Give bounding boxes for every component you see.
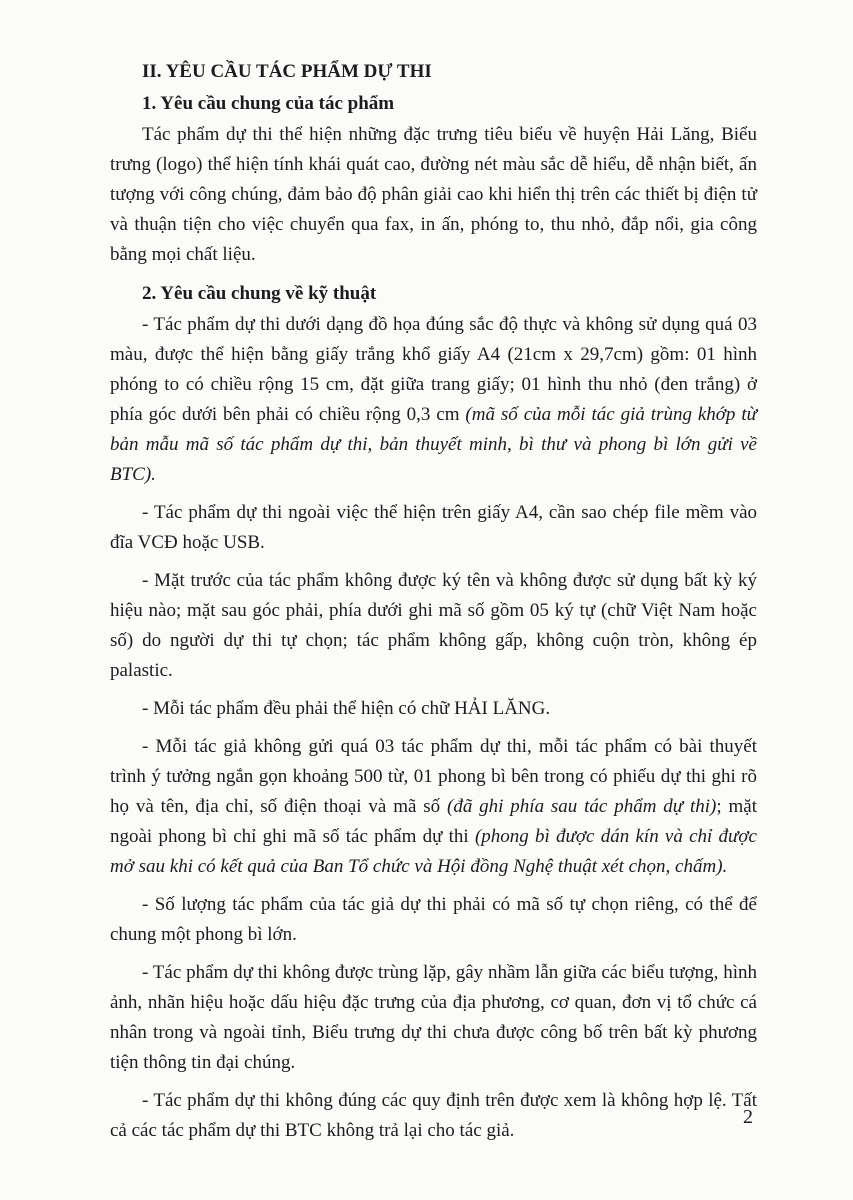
section-title: II. YÊU CẦU TÁC PHẨM DỰ THI (142, 61, 432, 82)
paragraph-format-note: (mã số của mỗi tác giả trùng khớp từ bản mẫu mã số tác phẩm dự thi, bản thuyết minh, bì thư và phong bì lớn gửi về BTC). (110, 404, 757, 485)
paragraph-general-requirements: Tác phẩm dự thi thể hiện những đặc trưng tiêu biểu về huyện Hải Lăng, Biểu trưng (logo) thể hiện tính khái quát cao, đường nét màu sắc dễ hiểu, dễ nhận biết, ấn tượng với công chúng, đảm bảo độ phân giải cao khi hiển thị trên các thiết bị điện tử và thuận tiện cho việc chuyển qua fax, in ấn, phóng to, thu nhỏ, đắp nổi, gia công bằng mọi chất liệu. (110, 124, 757, 265)
subsection-title-technical: 2. Yêu cầu chung về kỹ thuật (142, 283, 377, 304)
paragraph-format-text: - Tác phẩm dự thi dưới dạng đồ họa đúng sắc độ thực và không sử dụng quá 03 màu, được thể hiện bằng giấy trắng khổ giấy A4 (21cm x 29,7cm) gồm: 01 hình phóng to có chiều rộng 15 cm, đặt giữa trang giấy; 01 hình thu nhỏ (đen trắng) ở phía góc dưới bên phải có chiều rộng 0,3 cm (110, 314, 757, 425)
paragraph-hai-lang-text: - Mỗi tác phẩm đều phải thể hiện có chữ HẢI LĂNG. (142, 698, 551, 719)
paragraph-invalid: - Tác phẩm dự thi không đúng các quy định trên được xem là không hợp lệ. Tất cả các tác phẩm dự thi BTC không trả lại cho tác giả. (110, 1090, 757, 1141)
submission-text-1: - Mỗi tác giả không gửi quá 03 tác phẩm dự thi, mỗi tác phẩm có bài thuyết trình ý tưởng ngắn gọn khoảng 500 từ, 01 phong bì bên trong có phiếu dự thi ghi rõ họ và tên, địa chỉ, số điện thoại và mã số (110, 736, 757, 817)
submission-note-1: (đã ghi phía sau tác phẩm dự thi) (447, 796, 717, 817)
page-number: 2 (743, 1106, 753, 1128)
paragraph-multiple-works: - Số lượng tác phẩm của tác giả dự thi phải có mã số tự chọn riêng, có thể để chung một phong bì lớn. (110, 894, 757, 945)
submission-text-2: ; mặt ngoài phong bì chỉ ghi mã số tác phẩm dự thi (110, 796, 757, 847)
submission-note-2: (phong bì được dán kín và chỉ được mở sau khi có kết quả của Ban Tổ chức và Hội đồng Nghệ thuật xét chọn, chấm). (110, 826, 757, 877)
paragraph-marking: - Mặt trước của tác phẩm không được ký tên và không được sử dụng bất kỳ ký hiệu nào; mặt sau góc phải, phía dưới ghi mã số gồm 05 ký tự (chữ Việt Nam hoặc số) do người dự thi tự chọn; tác phẩm không gấp, không cuộn tròn, không ép palastic. (110, 570, 757, 681)
paragraph-digital-copy: - Tác phẩm dự thi ngoài việc thể hiện trên giấy A4, cần sao chép file mềm vào đĩa VCĐ hoặc USB. (110, 502, 757, 553)
paragraph-originality: - Tác phẩm dự thi không được trùng lặp, gây nhầm lẫn giữa các biểu tượng, hình ảnh, nhãn hiệu hoặc dấu hiệu đặc trưng của địa phương, cơ quan, đơn vị tổ chức cá nhân trong và ngoài tỉnh, Biểu trưng dự thi chưa được công bố trên bất kỳ phương tiện thông tin đại chúng. (110, 962, 757, 1073)
subsection-title-general: 1. Yêu cầu chung của tác phẩm (142, 93, 395, 114)
paragraph-submission (110, 732, 757, 882)
document-body (110, 56, 757, 1154)
paragraph-format (110, 310, 757, 490)
